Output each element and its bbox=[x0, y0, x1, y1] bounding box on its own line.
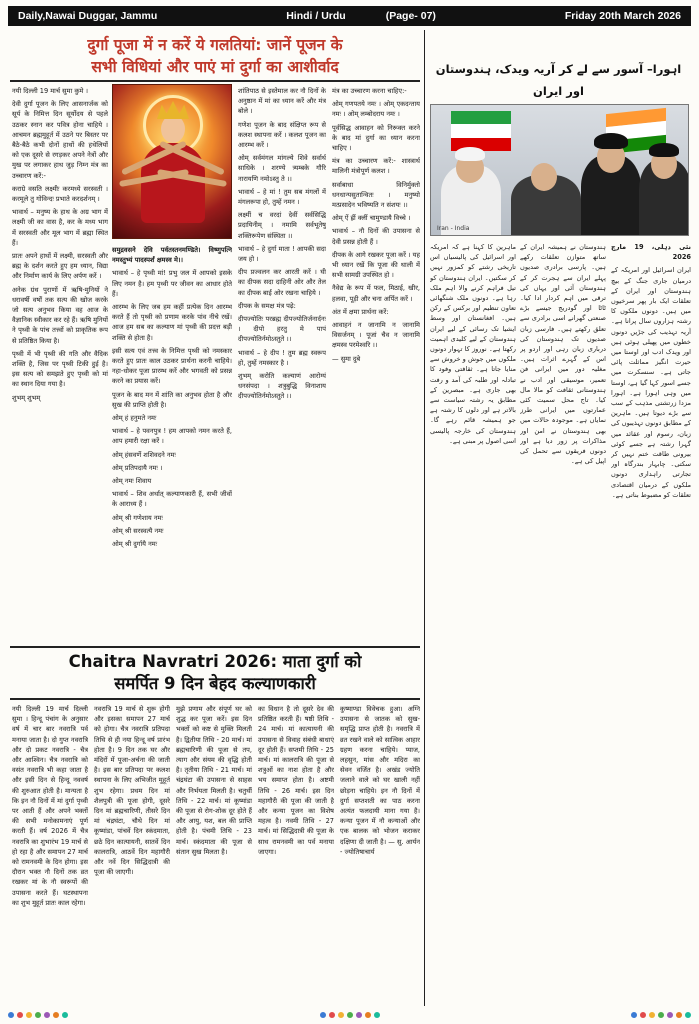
paragraph: आवाहनं न जानामि न जानामि विसर्जनम् । पूजां चैव न जानामि क्षमस्व परमेश्वरि ।। bbox=[332, 321, 420, 350]
paragraph: भावार्थ – हे दीप ! तुम ब्रह्म स्वरूप हो, तुम्हें नमस्कार है । bbox=[238, 348, 326, 367]
page-number: (Page- 07) bbox=[385, 10, 436, 22]
divider bbox=[10, 646, 420, 648]
urdu-headline-line1: اہورا– آسور سے لے کر آریہ ویدک، ہندوستان اور ایران bbox=[435, 62, 682, 98]
footer-dot bbox=[685, 1012, 691, 1018]
footer-dot bbox=[374, 1012, 380, 1018]
iran-india-leaders-photo bbox=[430, 104, 689, 236]
masthead bbox=[8, 6, 691, 26]
divider bbox=[10, 80, 420, 82]
footer-color-bar bbox=[8, 1010, 691, 1020]
paragraph: इसी सत्य एवं तत्त्व के निमित्त पृथ्वी को नमस्कार करते हुए प्रातः काल उठकर प्रार्थना करनी चाहिये। नहा-धोकर पूजा प्रारम्भ करें और भगवती को प्रसन्न करने का प्रयास करें। bbox=[112, 346, 232, 386]
footer-dot bbox=[53, 1012, 59, 1018]
footer-dot bbox=[8, 1012, 14, 1018]
article1-column-3 bbox=[238, 86, 326, 642]
paragraph: अनेक ग्रंथ पुराणों में ऋषि-मुनियों ने धरावर्षी वर्षों तक सत्य की खोज करके जो सत्य अनुभव किया वह आज के वैज्ञानिक स्वीकार कर रहे हैं। ऋषि मुनियों ने पृथ्वी के पांच तत्त्वों को प्राकृतिक रूप से प्रतिष्ठित किया है। bbox=[12, 285, 108, 345]
footer-dot bbox=[44, 1012, 50, 1018]
paragraph: पूर्वसिद्ध आवाहन को निरूक्त करने के बाद मां दुर्गा का ध्यान करना चाहिए । bbox=[332, 123, 420, 153]
urdu-dateline: نئی دہلی، 19 مارچ 2026 bbox=[611, 243, 691, 262]
footer-dot bbox=[640, 1012, 646, 1018]
footer-dot bbox=[35, 1012, 41, 1018]
paragraph: भावार्थ – हे दुर्गा माता ! आपकी सदा जय हो । bbox=[238, 244, 326, 264]
article1-headline bbox=[10, 34, 420, 78]
photo-caption: Iran - India bbox=[437, 225, 470, 232]
paragraph: पृथ्वी में भी पृथ्वी की गति और वैदिक शक्ति है, जिस पर पृथ्वी टिकी हुई है। इस सत्य को समझते हुए पृथ्वी को मां का स्थान दिया गया है। bbox=[12, 349, 108, 389]
paragraph: भावार्थ – मनुष्य के हाथ के अग्र भाग में लक्ष्मी जी का वास है, कर के मध्य भाग में सरस्वती और मूल भाग में ब्रह्मा स्थित हैं। bbox=[12, 208, 108, 247]
article2-headline bbox=[10, 651, 420, 695]
footer-dot bbox=[329, 1012, 335, 1018]
article1-headline-line2: सभी विधियां और पाएं मां दुर्गा का आशीर्वाद bbox=[91, 58, 339, 76]
paper-language: Hindi / Urdu bbox=[286, 10, 346, 22]
footer-dots-middle bbox=[320, 1012, 380, 1018]
paragraph: भावार्थ – हे मां ! तुम सब मंगलों में मंगलरूपा हो, तुम्हें नमन । bbox=[238, 187, 326, 207]
paragraph: ओम् नमः शिवाय bbox=[112, 477, 152, 486]
paragraph: नयी दिल्ली 19 मार्च सुमा कुमे । bbox=[12, 87, 88, 95]
paragraph: दीपक के समक्ष मंत्र पढ़े: bbox=[238, 301, 296, 310]
paragraph: अंत में क्षमा प्रार्थना करें: bbox=[332, 307, 389, 316]
footer-dots-right bbox=[631, 1012, 691, 1018]
mantra: समुद्रवसने देवि पर्वतस्तनमण्डिते। विष्णुपत्नि नमस्तुभ्यं पादस्पर्शं क्षमस्व मे।। bbox=[112, 246, 232, 265]
paragraph: मंत्र का उच्चारण करना चाहिए:- bbox=[332, 87, 407, 95]
paragraph: — सुमा दुबे bbox=[332, 354, 361, 363]
urdu-column-middle: ہندوستان نے ہمیشہ ایران کے ساتھ متوازن تعلقات رکھے ہیں۔ پارسی برادری صدیوں پہلے ایران سے ہجرت کر کے ہندوستان آئی اور یہاں کی ترقی میں اہم کردار ادا کیا۔ ٹاٹا اور گودریج جیسے بڑے صنعتی گھرانے اسی برادری سے تعلق رکھتے ہیں۔ فارسی زبان صدیوں تک ہندوستان کی درباری زبان رہی اور اردو پر اس کے گہرے اثرات ہیں۔ مغلیہ دور میں ایرانی فن تعمیر، موسیقی اور ادب نے ہندوستانی ثقافت کو مالا مال کیا۔ تاج محل سمیت کئی عمارتوں میں ایرانی طرز نمایاں ہے۔ موجودہ حالات میں بھی ہندوستان نے امن اور مذاکرات پر زور دیا ہے اور دونوں فریقوں سے تحمل کی اپیل کی ہے۔ bbox=[520, 243, 606, 466]
paragraph: देवी दुर्गा पूजन के लिए आसनार्जक को सूर्य के निमित्त दिन सूर्योदय से पहले उठकर स्नान कर पवित्र होना चाहिये । आचमन ब्रह्ममुहूर्त में उठने पर बिस्तर पर बैठे-बैठे कभी दोनों हाथों की हथेलियों को एक दूसरे से रगड़कर अपने नेत्रों और मुख पर लगाकर हाथ जुड़ निम्न मंत्र का उच्चारण करें:- bbox=[12, 100, 108, 180]
iran-flag-icon bbox=[451, 111, 511, 151]
footer-dots-left bbox=[8, 1012, 68, 1018]
article2-headline-line2: समर्पित 9 दिन बेहद कल्याणकारी bbox=[114, 674, 316, 693]
paragraph: ओम् श्री गणेशाय नमः bbox=[112, 513, 163, 522]
article2-column-2: नवरात्रि 19 मार्च से शुरू होगी और इसका समापन 27 मार्च को होगा। चैत्र नवरात्रि प्रतिपदा तिथि से ही नया हिन्दू वर्ष प्रारंभ होता है। 9 दिन तक घर और मंदिरों में पूजा-अर्चना की जाती है। इस बार प्रतिपदा पर कलश स्थापना के लिए अभिजीत मुहूर्त शुभ रहेगा। प्रथम दिन मां शैलपुत्री की पूजा होगी, दूसरे दिन मां ब्रह्मचारिणी, तीसरे दिन मां चंद्रघंटा, चौथे दिन मां कूष्मांडा, पांचवें दिन स्कंदमाता, छठे दिन कात्यायनी, सातवें दिन कालरात्रि, आठवें दिन महागौरी और नवें दिन सिद्धिदात्री की पूजा की जाएगी। bbox=[94, 705, 170, 877]
footer-dot bbox=[356, 1012, 362, 1018]
article2-headline-line1: Chaitra Navratri 2026: माता दुर्गा को bbox=[68, 652, 362, 671]
paragraph: सर्वाबाधा विनिर्मुक्तो धनधान्यसुतान्वितः । मनुष्यो मत्प्रसादेन भविष्यति न संशयः ।। bbox=[332, 180, 420, 210]
paragraph: ओम् सर्वमंगल मांगल्ये शिवे सर्वार्थ साधिके । शरण्ये त्र्यम्बके गौरि नारायणि नमोऽस्तु ते ।। bbox=[238, 154, 326, 183]
paragraph: ओम् गणपतये नमः । ओम् एकदन्ताय नमः । ओम् लम्बोदराय नमः । bbox=[332, 100, 420, 119]
footer-dot bbox=[62, 1012, 68, 1018]
paragraph: ओम् ऐं ह्रीं क्लीं चामुण्डायै विच्चे । bbox=[332, 214, 411, 223]
paragraph: कराग्रे वसति लक्ष्मीः करमध्ये सरस्वती । करमूले तु गोविन्दः प्रभाते करदर्शनम् । bbox=[12, 184, 108, 204]
paragraph: ओम् प्रतिपदायै नमः । bbox=[112, 463, 163, 472]
paper-name: Daily,Nawai Duggar, Jammu bbox=[18, 10, 158, 22]
paragraph: ایران اسرائیل اور امریکہ کے درمیان جاری جنگ کے بیچ ہندوستان اور ایران کے تعلقات ایک بار پھر سرخیوں میں ہیں۔ دونوں ملکوں کا رشتہ ہزاروں سال پرانا ہے۔ آریہ تہذیب کی جڑیں دونوں خطوں میں پھیلی ہوئی ہیں اور ویدک ادب اور اوستا میں حیرت انگیز مماثلت پائی جاتی ہے۔ سنسکرت میں جسے اسور کہا گیا ہے، اوستا میں وہی اہورا ہے۔ اہورا مزدا زرتشتی مذہب کے سب سے بڑے دیوتا ہیں۔ ماہرین کے مطابق دونوں تہذیبوں کی زبان، رسوم اور عقائد میں گہرا رشتہ ہے جسے کوئی بیرونی طاقت ختم نہیں کر سکتی۔ چابہار بندرگاہ اور تجارتی راہداری دونوں ملکوں کے درمیان اقتصادی تعلقات کو مضبوط بناتی ہے۔ bbox=[611, 266, 691, 499]
paragraph: दीपक के आगे रखकर पूजा करें । यह भी ध्यान रखें कि पूजा की थाली में सभी सामग्री उपस्थित हो । bbox=[332, 250, 420, 280]
paragraph: ओम् श्री दुर्गायै नमः bbox=[112, 540, 158, 549]
footer-dot bbox=[320, 1012, 326, 1018]
paragraph: लक्ष्मीं च वरदां देवीं सर्वसिद्धि प्रदायिनीम् । नमामि सर्वभूतेषु शक्तिरूपेण संस्थिता ।। bbox=[238, 211, 326, 240]
footer-dot bbox=[676, 1012, 682, 1018]
footer-dot bbox=[17, 1012, 23, 1018]
footer-dot bbox=[338, 1012, 344, 1018]
paragraph: शुभम् शुभम् bbox=[12, 393, 41, 402]
paragraph: भावार्थ – नौ दिनों की उपासना से देवी प्रसन्न होती हैं । bbox=[332, 227, 420, 246]
article2-column-4: का विधान है तो दूसरे देव की प्रतिष्ठित करती हैं। षष्ठी तिथि - 24 मार्च। मां कात्यायनी की उपासना से विवाह संबंधी बाधाएं दूर होती हैं। सप्तमी तिथि - 25 मार्च। मां कालरात्रि की पूजा से शत्रुओं का नाश होता है और भय समाप्त होता है। अष्टमी तिथि - 26 मार्च। इस दिन महागौरी की पूजा की जाती है और कन्या पूजन का विशेष महत्व है। नवमी तिथि - 27 मार्च। मां सिद्धिदात्री की पूजा के साथ रामनवमी का पर्व मनाया जाएगा। bbox=[258, 705, 334, 856]
paragraph: ओम् श्री सरस्वत्यै नमः bbox=[112, 526, 164, 535]
article1-column-1 bbox=[12, 86, 108, 642]
footer-dot bbox=[667, 1012, 673, 1018]
footer-dot bbox=[26, 1012, 32, 1018]
footer-dot bbox=[631, 1012, 637, 1018]
paragraph: दीप प्रज्वलन कर आरती करें । घी का दीपक सदा दाहिनी ओर और तेल का दीपक बाईं ओर रखना चाहिये । bbox=[238, 268, 326, 297]
paragraph: भावार्थ – शिव अर्थात् कल्याणकारी हैं, सभी जीवों के आराध्य हैं । bbox=[112, 490, 232, 509]
footer-dot bbox=[347, 1012, 353, 1018]
paragraph: ओम् हंसवर्णे शशिवदने नमः bbox=[112, 450, 176, 459]
paragraph: नैवेद्य के रूप में फल, मिठाई, खीर, हलवा, पूड़ी और चना अर्पित करें । bbox=[332, 284, 420, 303]
urdu-column-right bbox=[611, 242, 691, 1004]
paragraph: दीपज्योतिः परब्रह्म दीपज्योतिर्जनार्दनः । दीपो हरतु मे पापं दीपज्योतिर्नमोऽस्तुते ।। bbox=[238, 315, 326, 344]
paragraph: शांतिपाठ से इस्तेमाल कर नौ दिनों के अनुष्ठान में मां का ध्यान करें और मंत्र बोले । bbox=[238, 87, 326, 116]
paragraph: ओम् हं हनुमते नमः bbox=[112, 414, 157, 423]
paragraph: आरम्भ के लिए जब हम कहीं प्रत्येक दिन आरम्भ करते हैं तो पृथ्वी को प्रणाम करके पांव नीचे रखें। आज हम सब का कल्याण मां पृथ्वी की प्रदत्त बड़ी शक्ति से होता है। bbox=[112, 303, 232, 342]
urdu-column-left: ماہرین کا کہنا ہے کہ امریکہ اور اسرائیل کی پالیسیاں اس تاریخی رشتے کو کمزور نہیں کر سکتیں۔ ایران ہندوستان کو تیل فراہم کرنے والا اہم ملک رہا ہے۔ دونوں ملک شنگھائی تعاون تنظیم اور برکس کے رکن ہیں۔ افغانستان اور وسط ایشیا تک رسائی کے لیے ایران ہندوستان کے لیے کلیدی اہمیت رکھتا ہے۔ نوروز کا تہوار دونوں ملکوں میں جوش و خروش سے منایا جاتا ہے۔ ثقافتی وفود کا تبادلہ اور طلبہ کی آمد و رفت بھی جاری ہے۔ مبصرین کے مطابق یہ رشتہ سیاست سے بالاتر ہے اور دلوں کا رشتہ ہے جو ہمیشہ قائم رہے گا۔ ہندوستان کی خارجہ پالیسی اسی اصول پر مبنی ہے۔ bbox=[430, 243, 516, 445]
divider bbox=[10, 698, 420, 700]
article2-column-5: कुष्माण्डा विवेचक हुआ। अग्नि उपासना से जातक को सुख-समृद्धि प्राप्त होती है। नवरात्रि में व्रत रखने वाले को सात्विक आहार ग्रहण करना चाहिये। प्याज, लहसुन, मांस और मदिरा का सेवन वर्जित है। अखंड ज्योति जलाने वाले को घर खाली नहीं छोड़ना चाहिये। इन नौ दिनों में दुर्गा सप्तशती का पाठ करना अत्यंत फलदायी माना गया है। कन्या पूजन में नौ कन्याओं और एक बालक को भोजन कराकर दक्षिणा दी जाती है। — सु. आर्यन - ज्योतिषाचार्य bbox=[340, 705, 420, 856]
paragraph: शुभम् करोति कल्याणं आरोग्यं धनसंपदा । शत्रुबुद्धि विनाशाय दीपज्योतिर्नमोऽस्तुते ।। bbox=[238, 372, 326, 401]
goddess-durga-image bbox=[112, 84, 232, 239]
page-divider bbox=[424, 30, 425, 1006]
paragraph: भावार्थ – हे पवनपुत्र ! हम आपको नमन करते हैं, आप हमारी रक्षा करें । bbox=[112, 427, 232, 446]
footer-dot bbox=[649, 1012, 655, 1018]
article2-column-3: मुझे प्रणाम और संपूर्ण घर को शुद्ध कर पूजा करें। इस दिन भक्तों को कष्ट से मुक्ति मिलती है। द्वितीया तिथि - 20 मार्च। मां ब्रह्मचारिणी की पूजा से तप, त्याग और संयम की वृद्धि होती है। तृतीया तिथि - 21 मार्च। मां चंद्रघंटा की उपासना से साहस और निर्भयता मिलती है। चतुर्थी तिथि - 22 मार्च। मां कूष्मांडा की पूजा से रोग-शोक दूर होते हैं और आयु, यश, बल की प्राप्ति होती है। पंचमी तिथि - 23 मार्च। स्कंदमाता की पूजा से संतान सुख मिलता है। bbox=[176, 705, 252, 856]
paragraph: पूजन के बाद मन में शांति का अनुभव होता है और सुख की प्राप्ति होती है। bbox=[112, 390, 232, 409]
paper-date: Friday 20th March 2026 bbox=[564, 10, 681, 22]
footer-dot bbox=[658, 1012, 664, 1018]
article1-headline-line1: दुर्गा पूजा में न करें ये गलतियां: जानें पूजन के bbox=[87, 36, 343, 54]
footer-dot bbox=[365, 1012, 371, 1018]
article1-column-4 bbox=[332, 86, 420, 642]
article1-column-2 bbox=[112, 243, 232, 643]
paragraph: भावार्थ – हे पृथ्वी मां! प्रभु जल में आपको इसके लिए नमन है। हम पृथ्वी पर जीवन का आधार होते हैं। bbox=[112, 269, 232, 298]
article2-column-1: नयी दिल्ली 19 मार्च दिल्ली सुमा । हिन्दू पंचांग के अनुसार वर्ष में चार बार नवरात्रि पर्व मनाया जाता है। दो गुप्त नवरात्रि और दो प्रकट नवरात्रि - चैत्र और आश्विन। चैत्र नवरात्रि को वसंत नवरात्रि भी कहा जाता है और इसी दिन से हिन्दू नववर्ष की शुरुआत होती है। मान्यता है कि इन नौ दिनों में मां दुर्गा पृथ्वी पर आती हैं और अपने भक्तों की सभी मनोकामनाएं पूर्ण करती हैं। वर्ष 2026 में चैत्र नवरात्रि का शुभारंभ 19 मार्च से हो रहा है और समापन 27 मार्च को रामनवमी के दिन होगा। इस दौरान भक्त नौ दिनों तक व्रत रखकर मां के नौ स्वरूपों की उपासना करते हैं। घटस्थापना का शुभ मुहूर्त प्रातः काल रहेगा। bbox=[12, 705, 88, 907]
paragraph: गणेश पूजन के बाद संक्षिप्त रूप से कलश स्थापना करें । कलश पूजन का आरम्भ करें । bbox=[238, 120, 326, 150]
paragraph: मंत्र का उच्चारण करें:- शास्त्रार्थ मालिनी मंत्रोपूर्ण कलश । bbox=[332, 157, 420, 176]
paragraph: प्रातः अपने हाथों में लक्ष्मी, सरस्वती और ब्रह्म के दर्शन करते हुए हम ध्यान, विद्या और निर्माण कार्य के लिए अर्पण करें । bbox=[12, 252, 108, 281]
